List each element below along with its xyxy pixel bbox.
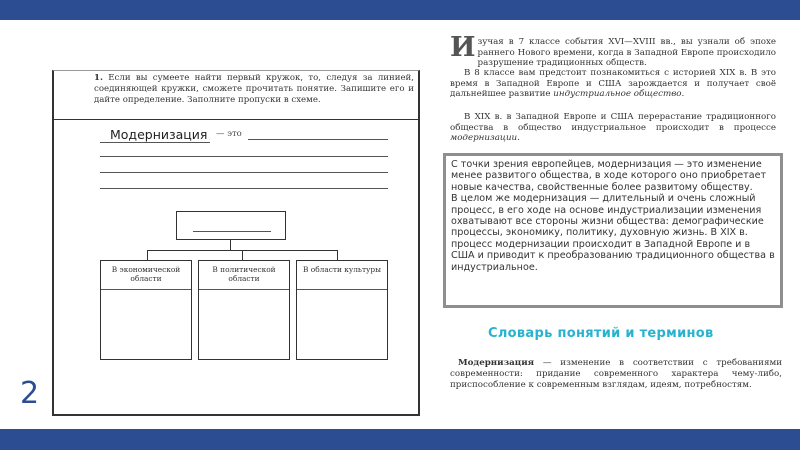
dictionary-entry xyxy=(450,358,782,391)
scheme-box-label: В экономической области xyxy=(111,265,181,283)
drop-cap: И xyxy=(450,32,476,63)
scheme-box-divider xyxy=(199,289,289,290)
scheme-connector xyxy=(147,250,148,260)
paragraph-8th-grade xyxy=(450,68,776,100)
task-instruction: Если вы сумеете найти первый кружок, то, следуя за линией, соединяющей кружки, сможете прочитать понятие. Запишите его и дайте определение. Заполните пропуски в схеме. xyxy=(94,73,415,105)
answer-line xyxy=(100,142,210,143)
intro-text: зучая в 7 классе события XVI—XVIII вв., вы узнали об эпохе раннего Нового времени, когда в Западной Европе происходило разрушение традиционных обществ. xyxy=(477,37,776,68)
scheme-box-divider xyxy=(101,289,191,290)
scheme-box-economy xyxy=(100,260,192,360)
answer-line xyxy=(100,156,388,157)
italic-term: модернизации. xyxy=(450,133,520,143)
paragraph-text: В XIX в. в Западной Европе и США перерастание традиционного общества в общество индустриальное происходит в процессе xyxy=(450,112,776,133)
top-bar xyxy=(0,0,800,20)
answer-line xyxy=(100,188,388,189)
scheme-connector xyxy=(230,240,231,250)
answer-line xyxy=(248,139,388,140)
paragraph-19th-century xyxy=(450,112,776,144)
scheme-box-politics xyxy=(198,260,290,360)
scheme-box-culture xyxy=(296,260,388,360)
definition-box xyxy=(443,153,783,308)
definition-paragraph: В целом же модернизация — длительный и очень сложный процесс, в его ходе на основе индустриализации изменения охватывают все стороны жизни общества: демографические процессы, экономику, политику, духовную жизнь. В XIX в. процесс модернизации происходит в Западной Европе и в США и приводит к преобразованию традиционного общества в индустриальное. xyxy=(451,193,775,273)
task-number: 1. xyxy=(94,73,103,83)
scheme-connector xyxy=(242,250,243,260)
bottom-bar xyxy=(0,429,800,450)
handwritten-term: Модернизация xyxy=(110,127,208,142)
slide-number: 2 xyxy=(20,376,40,411)
scheme-answer-line xyxy=(193,231,271,232)
dictionary-term: Модернизация xyxy=(458,358,535,368)
task-divider xyxy=(54,119,418,120)
intro-paragraph xyxy=(450,32,776,69)
scheme-box-divider xyxy=(297,289,387,290)
paragraph-text: В 8 классе вам предстоит познакомиться с историей XIX в. В это время в Западной Европе и США зарождается и получает своё дальнейшее развитие xyxy=(450,68,776,99)
italic-term: индустриальное общество. xyxy=(553,89,685,99)
scheme-box-label: В области культуры xyxy=(302,265,382,274)
dash-word: — это xyxy=(216,129,242,139)
definition-paragraph: С точки зрения европейцев, модернизация — это изменение менее развитого общества, в ходе которого оно приобретает новые качества, свойственные более развитому обществу. xyxy=(451,159,767,193)
answer-line xyxy=(100,172,388,173)
scheme-top-box xyxy=(176,211,286,240)
task-text xyxy=(94,73,414,106)
dictionary-title: Словарь понятий и терминов xyxy=(488,326,714,341)
worksheet-page xyxy=(52,70,420,416)
scheme-box-label: В политической области xyxy=(212,265,276,283)
dictionary-definition: — изменение в соответствии с требованиями современности: придание современного характера чему-либо, приспособление к современным взглядам, идеям, потребностям. xyxy=(450,358,782,390)
scheme-connector xyxy=(337,250,338,260)
